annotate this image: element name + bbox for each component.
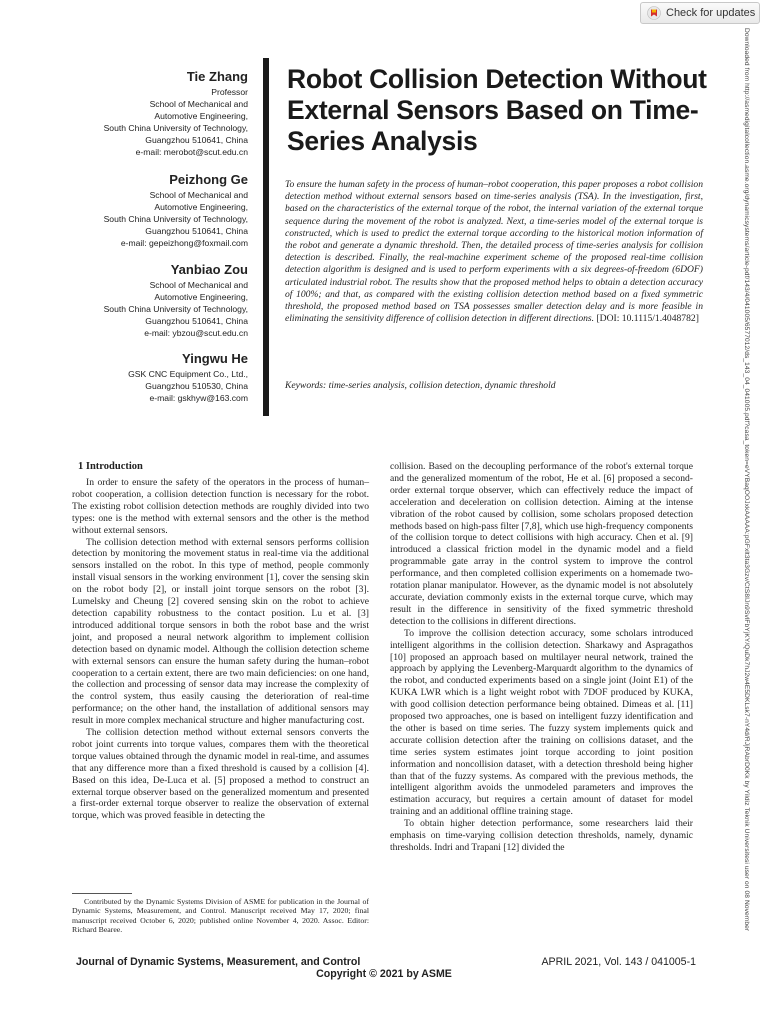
author-affiliation: South China University of Technology, [103, 123, 248, 133]
author-email: e-mail: ybzou@scut.edu.cn [144, 328, 248, 338]
title-divider-bar [263, 58, 269, 416]
body-paragraph: In order to ensure the safety of the operators in the process of human–robot cooperation, a collision detection function is necessary for the robot. The existing robot collision detection methods are roughly divided into two types: one is the method with external sensors and the other is the method without external sensors. [72, 477, 369, 536]
author-affiliation: Automotive Engineering, [154, 111, 248, 121]
body-paragraph: The collision detection method without external sensors converts the robot joint currents into torque values, compares them with the theoretical torque values obtained through the dynamic model in real-time, and assumes that any difference more than a fixed threshold is caused by a collision [4]. Based on this idea, De-Luca et al. [5] proposed a method to construct an external torque observer based on the generalized momentum and presented a first-order external torque observer to realize the observation of external torque, which was proved feasible in detecting the [72, 727, 369, 822]
author-title: Professor [211, 87, 248, 97]
check-for-updates-button[interactable] [640, 2, 760, 24]
check-for-updates-label: Check for updates [666, 7, 756, 19]
author-affiliation: School of Mechanical and [149, 99, 248, 109]
download-watermark [738, 28, 752, 1028]
author-name: Yanbiao Zou [170, 262, 248, 277]
author-name: Peizhong Ge [169, 172, 248, 187]
author-block-1 [104, 69, 248, 158]
keywords: Keywords: time-series analysis, collision detection, dynamic threshold [285, 380, 556, 391]
footnote [72, 897, 369, 935]
author-email: e-mail: gskhyw@163.com [149, 393, 248, 403]
author-affiliation: GSK CNC Equipment Co., Ltd., [128, 369, 248, 379]
author-affiliation: South China University of Technology, [103, 214, 248, 224]
author-affiliation: School of Mechanical and [149, 190, 248, 200]
author-affiliation: Automotive Engineering, [154, 202, 248, 212]
footnote-text: Contributed by the Dynamic Systems Division of ASME for publication in the Journal of Dynamic Systems, Measurement, and Control. Manuscript received May 17, 2020; final manuscript received October 6, 2020; published online November 4, 2020. Assoc. Editor: Richard Bearee. [72, 897, 369, 935]
author-affiliation: South China University of Technology, [103, 304, 248, 314]
author-block-4 [128, 351, 248, 404]
section-heading: 1 Introduction [78, 461, 143, 472]
footnote-rule [72, 893, 132, 894]
body-paragraph: To improve the collision detection accuracy, some scholars introduced intelligent algorithms in the collision detection. Sharkawy and Aspragathos [10] proposed an approach based on multilayer neural network, trained the approach by applying the Levenberg-Marquardt algorithm to the dynamics of the robot, and conducted experiments based on a single joint (Joint E1) of the KUKA LWR which is a light weight robot with 7DOF produced by KUKA, with good collision detection performance being obtained. Dimeas et al. [11] proposed two approaches, one is based on intelligent fuzzy identification and the other is based on time series. The fuzzy system implements quick and accurate collision detection after the training on collisions dataset, and the time series system estimates joint torque according to joint position information and noncollision dataset, with a detection threshold being higher than that of the fuzzy systems. As compared with the previous methods, the intelligent algorithm avoids the unmodeled parameters and improves the estimation accuracy, but requires a certain amount of dataset for model training and an additional offline training stage. [390, 627, 693, 818]
crossmark-icon [647, 6, 661, 20]
author-address: Guangzhou 510530, China [145, 381, 248, 391]
body-column-right [390, 461, 693, 854]
body-column-left [72, 477, 369, 822]
author-name: Yingwu He [182, 351, 248, 366]
author-email: e-mail: merobot@scut.edu.cn [135, 147, 248, 157]
abstract-text: To ensure the human safety in the process of human–robot cooperation, this paper proposes a robot collision detection method without external sensors based on time-series analysis (TSA). In the investigation, first, based on the characteristics of the external torque of the robot, the internal variation of the external torque sequence during the movement of the robot is analyzed. Next, a time-series model of the external torque is constructed, which is used to predict the external torque according to the historical motion information of the robot and generate a dynamic threshold. Then, the detailed process of time-series analysis for collision detection is described. Finally, the real-machine experiment scheme of the proposed real-time collision detection algorithm is designed and is used to perform experiments with a six degrees-of-freedom (6DOF) articulated industrial robot. The results show that the proposed method helps to obtain a detection accuracy of 100%; and that, as compared with the existing collision detection method based on a fixed symmetric threshold, the proposed method based on TSA possesses smaller detection delay and is more feasible in eliminating the sensitivity difference of collision detection in different directions. [285, 179, 703, 325]
author-name: Tie Zhang [186, 69, 248, 84]
body-paragraph: The collision detection method with external sensors performs collision detection by monitoring the movement status in real-time via the additional sensors installed on the robot. In this type of method, people commonly install visual sensors in the working environment [1], cover the sensing skin on the robot body [2], or install joint torque sensors on the robot [3]. Lumelsky and Cheung [2] covered sensing skin on the robot to achieve detection capability robustness to the contact position. Lu et al. [3] introduced additional torque sensors in both the robot base and the wrist joint, and proposed a neural network algorithm to implement collision detection based on dynamic model. Although the collision detection scheme with external sensors can ensure the human safety during the human–robot cooperation to a certain extent, there are two main deficiencies: on one hand, the collection and processing of sensor data may increase the complexity of the control system, thus easily causing the deterioration of real-time performance; on the other hand, the installation of additional sensors may result in more complex mechanical structure and higher manufacturing cost. [72, 536, 369, 727]
author-affiliation: Automotive Engineering, [154, 292, 248, 302]
footer-issue: APRIL 2021, Vol. 143 / 041005-1 [541, 956, 696, 968]
footer-journal: Journal of Dynamic Systems, Measurement, and Control [76, 956, 361, 968]
download-watermark-text: Downloaded from http://asmedigitalcollection.asme.org/dynamicsystems/article-pdf/143/4/041005/6577012/ds_143_04_041005.pdf?casa_token=eVYBaqOOJxkAAAAA:pGFxlt3ta3Gzv/CtS8IJn9SvlFbYjKY/QuDk7hJ2w4E5DKLsk7-nY4d/RJjRAbrD0Kk by Yildiz Teknik Universitesi user on 08 November [743, 28, 750, 932]
body-paragraph: To obtain higher detection performance, some researchers laid their emphasis on time-varying collision detection thresholds, namely, dynamic thresholds. Indri and Trapani [12] divided the [390, 818, 693, 853]
author-block-2 [104, 172, 248, 249]
abstract [285, 179, 703, 325]
author-address: Guangzhou 510641, China [145, 316, 248, 326]
author-address: Guangzhou 510641, China [145, 226, 248, 236]
author-affiliation: School of Mechanical and [149, 280, 248, 290]
paper-title: Robot Collision Detection Without External Sensors Based on Time-Series Analysis [287, 64, 707, 156]
doi-link[interactable]: [DOI: 10.1115/1.4048782] [596, 313, 699, 325]
footer-copyright: Copyright © 2021 by ASME [316, 968, 452, 980]
author-block-3 [104, 262, 248, 339]
author-email: e-mail: gepeizhong@foxmail.com [120, 238, 248, 248]
author-address: Guangzhou 510641, China [145, 135, 248, 145]
body-paragraph: collision. Based on the decoupling performance of the robot's external torque and the generalized momentum of the robot, He et al. [6] proposed a second-order external torque observer, which can effectively reduce the impact of acceleration and deceleration on collision detection. Aiming at the intense vibration of the robot caused by collision, some scholars proposed detection methods based on high-pass filter [7,8], which use high-frequency components of the collision torque to detect collisions with high accuracy. Chen et al. [9] introduced a classical friction model in the dynamic model and a field programmable gate array in the control system to improve the control performance, and then completed collision experiments on a homemade two-rotation planar manipulator. However, as the dynamic model is not absolutely accurate, deviation commonly exists in the external torque curve, which may result in the difference in sensitivity of the fixed symmetric threshold detection to the collisions in different directions. [390, 461, 693, 627]
